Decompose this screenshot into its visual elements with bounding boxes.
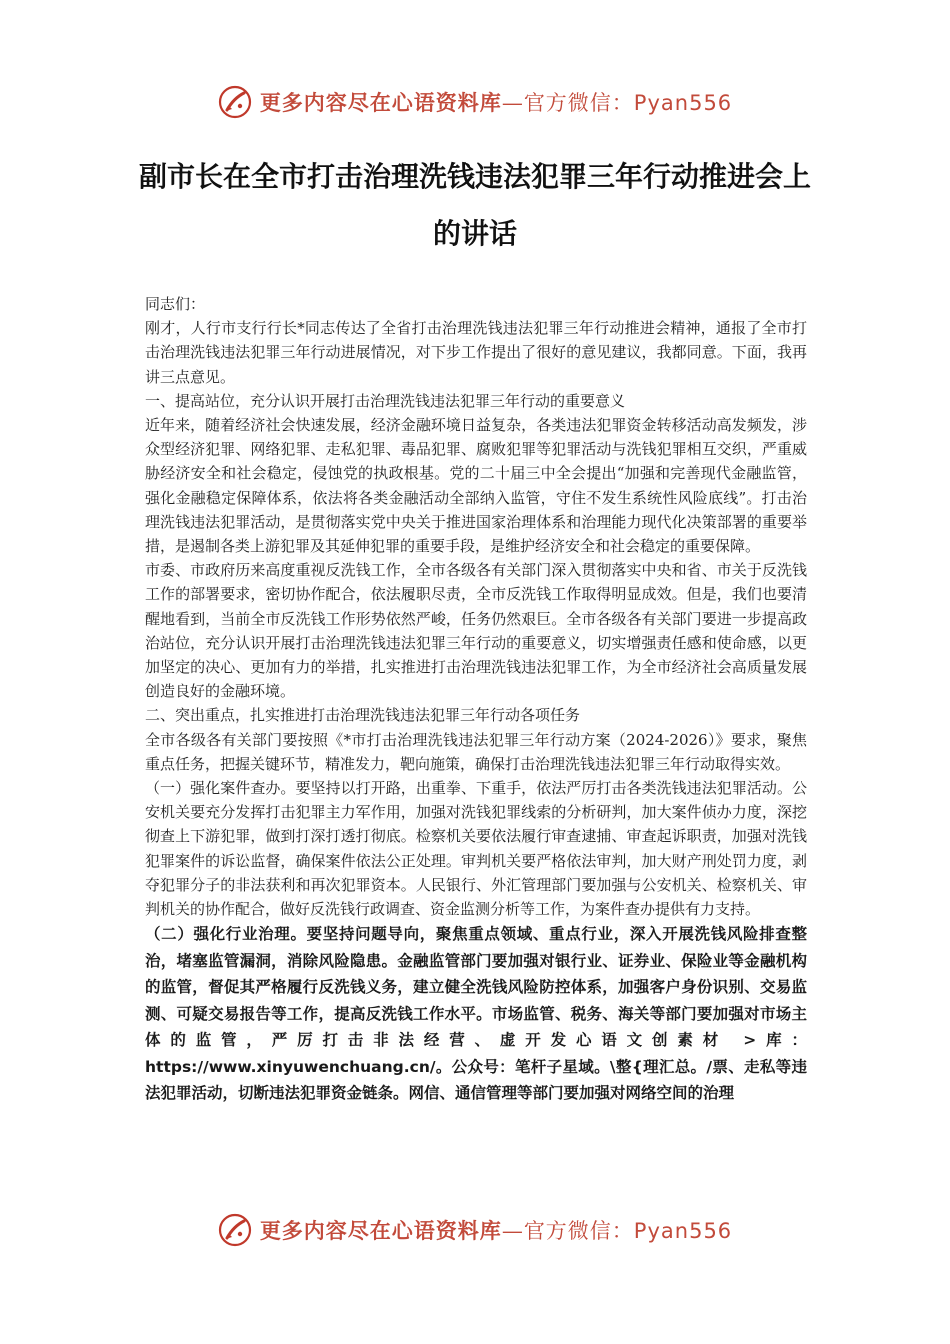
banner-text: [260, 87, 732, 117]
section-heading-1: 一、提高站位，充分认识开展打击治理洗钱违法犯罪三年行动的重要意义: [145, 391, 626, 410]
document-title: 副市长在全市打击治理洗钱违法犯罪三年行动推进会上的讲话: [138, 160, 811, 250]
section-heading-2: 二、突出重点，扎实推进打击治理洗钱违法犯罪三年行动各项任务: [145, 706, 581, 725]
salutation: 同志们：: [145, 295, 206, 313]
brush-logo-icon: [218, 1213, 252, 1247]
banner-dash: —: [501, 91, 524, 115]
paragraph-work-status: 市委、市政府历来高度重视反洗钱工作，全市各级各有关部门深入贯彻落实中央和省、市关于反洗钱工作的部署要求，密切协作配合，依法履职尽责，全市反洗钱工作取得明显成效。但是，我们也要清醒地看到，当前全市反洗钱工作形势依然严峻，任务仍然艰巨。全市各级各有关部门要进一步提高政治站位，充分认识开展打击治理洗钱违法犯罪三年行动的重要意义，切实增强责任感和使命感，以更加坚定的决心、更加有力的举措，扎实推进打击治理洗钱违法犯罪工作，为全市经济社会高质量发展创造良好的金融环境。: [145, 561, 807, 701]
paragraph-plan: 全市各级各有关部门要按照《*市打击治理洗钱违法犯罪三年行动方案（2024-2026）》要求，聚焦重点任务，把握关键环节，精准发力，靶向施策，确保打击治理洗钱违法犯罪三年行动取得实效。: [145, 730, 807, 773]
paragraph-intro: 刚才，人行市支行行长*同志传达了全省打击治理洗钱违法犯罪三年行动推进会精神，通报了全市打击治理洗钱违法犯罪三年行动进展情况，对下步工作提出了很好的意见建议，我都同意。下面，我再讲三点意见。: [145, 319, 807, 386]
banner-text: [260, 1215, 732, 1245]
paragraph-case-handling: （一）强化案件查办。要坚持以打开路，出重拳、下重手，依法严厉打击各类洗钱违法犯罪活动。公安机关要充分发挥打击犯罪主力军作用，加强对洗钱犯罪线索的分析研判，加大案件侦办力度，深挖彻查上下游犯罪，做到打深打透打彻底。检察机关要依法履行审查逮捕、审查起诉职责，加强对洗钱犯罪案件的诉讼监督，确保案件依法公正处理。审判机关要严格依法审判，加大财产刑处罚力度，剥夺犯罪分子的非法获利和再次犯罪资本。人民银行、外汇管理部门要加强与公安机关、检察机关、审判机关的协作配合，做好反洗钱行政调查、资金监测分析等工作，为案件查办提供有力支持。: [145, 779, 807, 919]
paragraph-significance: 近年来，随着经济社会快速发展，经济金融环境日益复杂，各类违法犯罪资金转移活动高发频发，涉众型经济犯罪、网络犯罪、走私犯罪、毒品犯罪、腐败犯罪等犯罪活动与洗钱犯罪相互交织，严重威胁经济安全和社会稳定，侵蚀党的执政根基。党的二十届三中全会提出“加强和完善现代金融监管，强化金融稳定保障体系，依法将各类金融活动全部纳入监管，守住不发生系统性风险底线”。打击治理洗钱违法犯罪活动，是贯彻落实党中央关于推进国家治理体系和治理能力现代化决策部署的重要举措，是遏制各类上游犯罪及其延伸犯罪的重要手段，是维护经济安全和社会稳定的重要保障。: [145, 416, 807, 556]
banner-library-text: 更多内容尽在心语资料库: [259, 1218, 502, 1243]
banner-wechat-text: 官方微信：Pyan556: [523, 91, 733, 115]
banner-dash: —: [501, 1219, 524, 1243]
banner-wechat-text: 官方微信：Pyan556: [523, 1219, 733, 1243]
banner-library-text: 更多内容尽在心语资料库: [259, 90, 502, 115]
footer-banner: [0, 1208, 950, 1252]
brush-logo-icon: [218, 85, 252, 119]
paragraph-industry-governance: （二）强化行业治理。要坚持问题导向，聚焦重点领域、重点行业，深入开展洗钱风险排查整治，堵塞监管漏洞，消除风险隐患。金融监管部门要加强对银行业、证券业、保险业等金融机构的监管，督促其严格履行反洗钱义务，建立健全洗钱风险防控体系，加强客户身份识别、交易监测、可疑交易报告等工作，提高反洗钱工作水平。市场监管、税务、海关等部门要加强对市场主体的监管，严厉打击非法经营、虚开发心语文创素材 >库：https://www.xinyuwenchuang.cn/。公众号：笔杆子星域。\整{理汇总。/票、走私等违法犯罪活动，切断违法犯罪资金链条。网信、通信管理等部门要加强对网络空间的治理: [145, 925, 807, 1103]
header-banner: [0, 80, 950, 124]
document-body: [145, 292, 807, 1107]
